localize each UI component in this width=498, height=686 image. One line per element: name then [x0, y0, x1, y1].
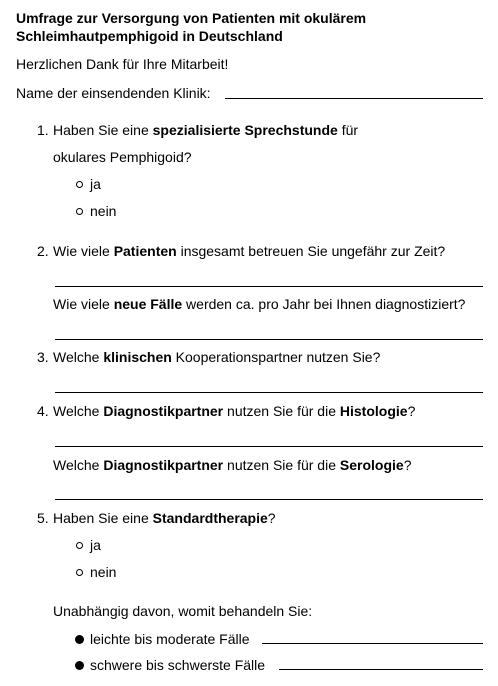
q3-text: Welche klinischen Kooperationspartner nutzen Sie?: [53, 349, 381, 365]
q4-text: Welche Diagnostikpartner nutzen Sie für die Histologie?: [53, 403, 416, 419]
q1-option-nein-label: nein: [90, 203, 117, 219]
q5-bullet-severe-label: schwere bis schwerste Fälle: [90, 657, 266, 673]
q5-bullet-mild-label: leichte bis moderate Fälle: [90, 631, 250, 647]
q3-number: 3.: [37, 349, 49, 365]
q4-number: 4.: [37, 403, 49, 419]
q2-text: Wie viele Patienten insgesamt betreuen Sie ungefähr zur Zeit?: [53, 243, 446, 259]
q2-answer-field[interactable]: [55, 286, 483, 287]
q5-text: Haben Sie eine Standardtherapie?: [53, 510, 276, 526]
q4-sub-text: Welche Diagnostikpartner nutzen Sie für die Serologie?: [53, 457, 412, 473]
q5-option-nein-radio[interactable]: [76, 569, 83, 576]
q5-option-ja-radio[interactable]: [76, 542, 83, 549]
thanks-text: Herzlichen Dank für Ihre Mitarbeit!: [16, 56, 229, 72]
title-line-1: Umfrage zur Versorgung von Patienten mit okulärem: [16, 10, 367, 26]
q2-number: 2.: [37, 243, 49, 259]
q1-text-line2: okulares Pemphigoid?: [53, 149, 192, 165]
clinic-name-field[interactable]: [225, 98, 483, 99]
q5-followup-text: Unabhängig davon, womit behandeln Sie:: [53, 603, 313, 619]
q3-answer-field[interactable]: [55, 392, 483, 393]
q4-sub-answer-field[interactable]: [55, 499, 483, 500]
q5-option-nein-label: nein: [90, 564, 117, 580]
bullet-icon: [75, 661, 84, 670]
q5-mild-answer-field[interactable]: [262, 643, 483, 644]
q5-number: 5.: [37, 510, 49, 526]
q5-severe-answer-field[interactable]: [279, 669, 483, 670]
q1-option-nein-radio[interactable]: [76, 208, 83, 215]
q1-number: 1.: [37, 122, 49, 138]
title-line-2: Schleimhautpemphigoid in Deutschland: [16, 28, 283, 44]
q1-text: Haben Sie eine spezialisierte Sprechstunde für: [53, 122, 359, 138]
q1-option-ja-radio[interactable]: [76, 181, 83, 188]
q4-answer-field[interactable]: [55, 446, 483, 447]
bullet-icon: [75, 635, 84, 644]
q2-sub-text: Wie viele neue Fälle werden ca. pro Jahr bei Ihnen diagnostiziert?: [53, 296, 466, 312]
q1-option-ja-label: ja: [90, 176, 101, 192]
q5-option-ja-label: ja: [90, 537, 101, 553]
q2-sub-answer-field[interactable]: [55, 339, 483, 340]
clinic-label: Name der einsendenden Klinik:: [16, 85, 211, 101]
